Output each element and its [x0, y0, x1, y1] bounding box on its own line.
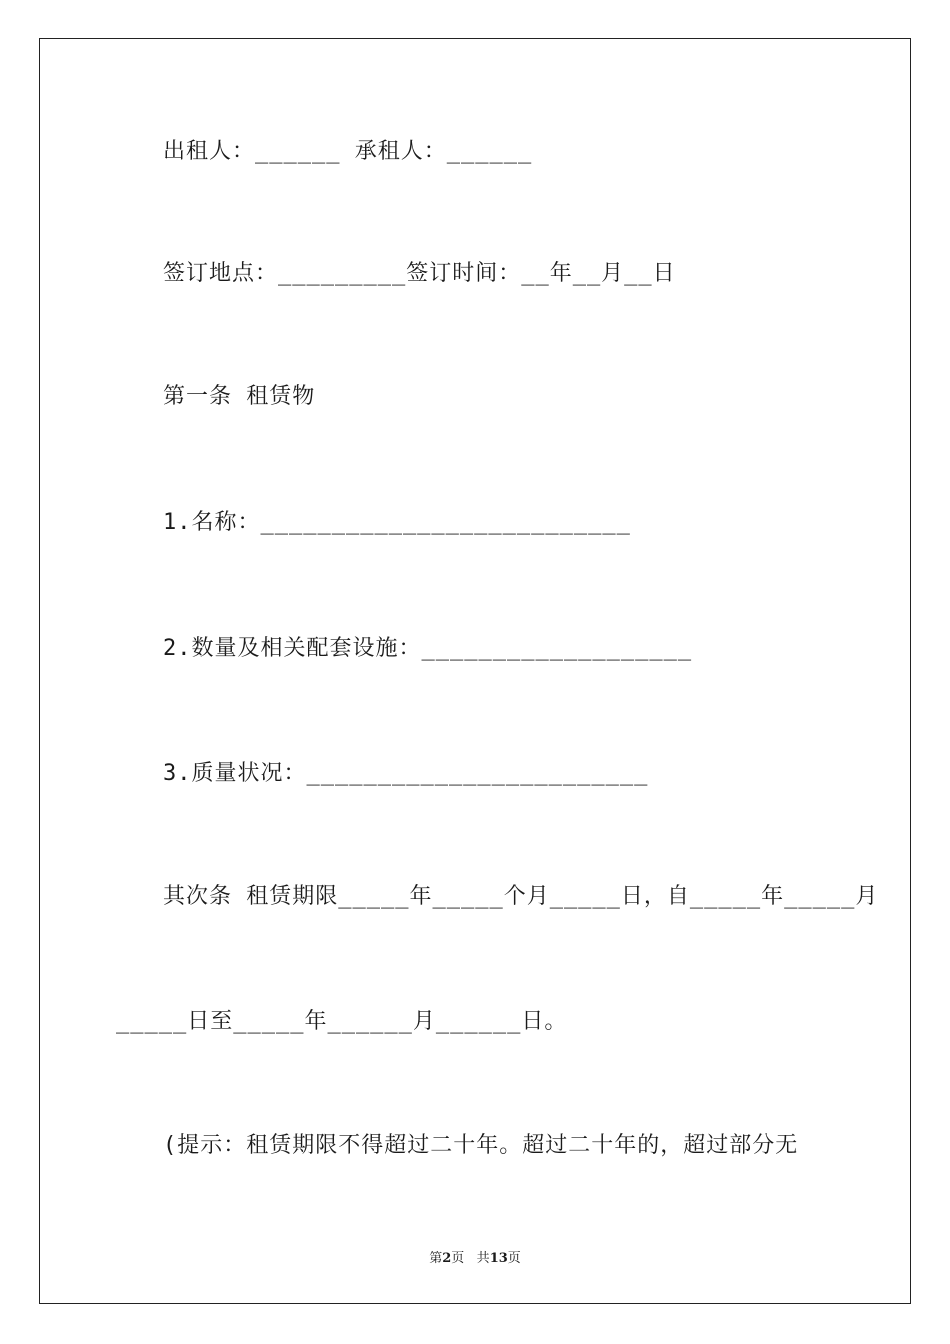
footer-page-number: 2 [442, 1251, 452, 1266]
page-footer [0, 1247, 950, 1266]
page-frame [39, 38, 911, 1304]
footer-page-prefix: 第 [429, 1251, 443, 1266]
signing-place-time-line: 签订地点：_________签订时间：__年__月__日 [163, 261, 676, 286]
article-two-line: 其次条 租赁期限_____年_____个月_____日，自_____年_____月 [163, 884, 879, 909]
footer-total-pages: 13 [489, 1251, 508, 1266]
lease-period-continuation-line: _____日至_____年______月______日。 [116, 1009, 568, 1034]
article-one-heading: 第一条 租赁物 [163, 384, 316, 409]
item-name-line: 1.名称：__________________________ [163, 510, 631, 535]
footer-page-suffix: 页 [451, 1251, 465, 1266]
footer-total-prefix: 共 [476, 1251, 490, 1266]
item-quantity-line: 2.数量及相关配套设施：___________________ [163, 636, 693, 661]
item-quality-line: 3.质量状况：________________________ [163, 761, 649, 786]
footer-total-suffix: 页 [507, 1251, 521, 1266]
lessor-lessee-line: 出租人：______ 承租人：______ [163, 139, 533, 164]
lease-hint-line: (提示：租赁期限不得超过二十年。超过二十年的，超过部分无 [163, 1133, 799, 1158]
